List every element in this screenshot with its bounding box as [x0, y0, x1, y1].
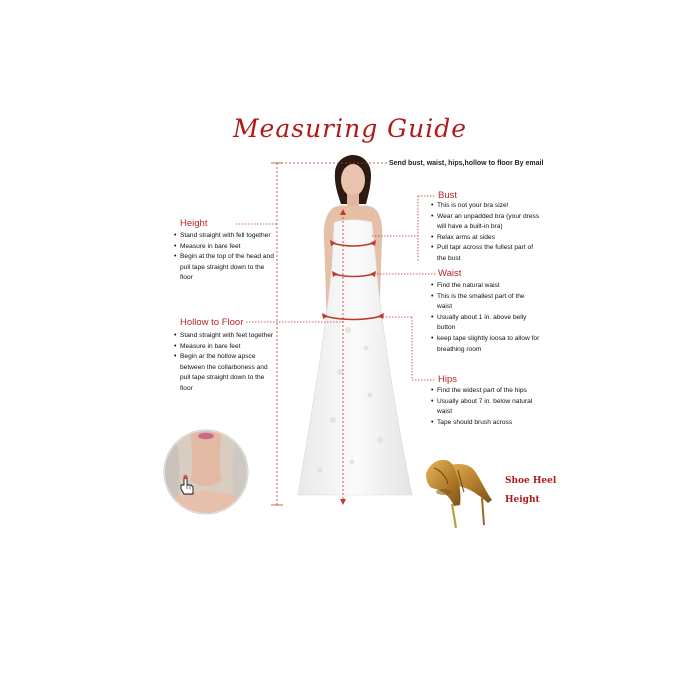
list-item: • This is not your bra size! [431, 201, 541, 212]
list-item: • Usually about 1 in. above belly button [431, 313, 541, 334]
shoe-height-label: Height [505, 495, 540, 505]
list-item: • Stand straight with fell together [174, 231, 274, 242]
list-item: • Begin ar the hollow apsce between the collarboness and pull tape straight down to the floor [174, 352, 274, 394]
height-heading: Height [180, 218, 208, 229]
list-item: • Begin at the top of the head and pull tape straight down to the floor [174, 252, 274, 284]
list-item: • Wear an unpadded bra (your dress will have a built-in bra) [431, 212, 541, 233]
hollow-heading: Hollow to Floor [180, 317, 244, 328]
neck-inset [160, 425, 255, 520]
list-item: • Pull tapr across the fullest part of the bust [431, 243, 541, 264]
hips-instructions [431, 386, 541, 428]
list-item: • This is the smallest part of the waist [431, 292, 541, 313]
waist-instructions [431, 281, 541, 355]
list-item: • Measure in bare feet [174, 242, 274, 253]
list-item: • Stand straight with feet together [174, 331, 274, 342]
shoes-image [426, 460, 492, 528]
model-figure [298, 155, 412, 495]
list-item: • Measure in bare feet [174, 342, 274, 353]
list-item: • Find the widest part of the hips [431, 386, 541, 397]
list-item: • Tape should brush across [431, 418, 541, 429]
page-title: Measuring Guide [232, 114, 468, 143]
hollow-instructions [174, 331, 274, 395]
bust-heading: Bust [438, 190, 458, 201]
list-item: • keep tape slightly loosa to allow for breathing room [431, 334, 541, 355]
list-item: • Usually about 7 in. below natural waist [431, 397, 541, 418]
hips-heading: Hips [438, 374, 458, 385]
shoe-heel-label: Shoe Heel [505, 476, 557, 486]
list-item: • Find the natural waist [431, 281, 541, 292]
email-note: Send bust, waist, hips,hollow to floor By email [389, 160, 544, 167]
height-instructions [174, 231, 274, 284]
list-item: • Relax arms at sides [431, 233, 541, 244]
waist-heading: Waist [438, 268, 462, 279]
bust-instructions [431, 201, 541, 265]
